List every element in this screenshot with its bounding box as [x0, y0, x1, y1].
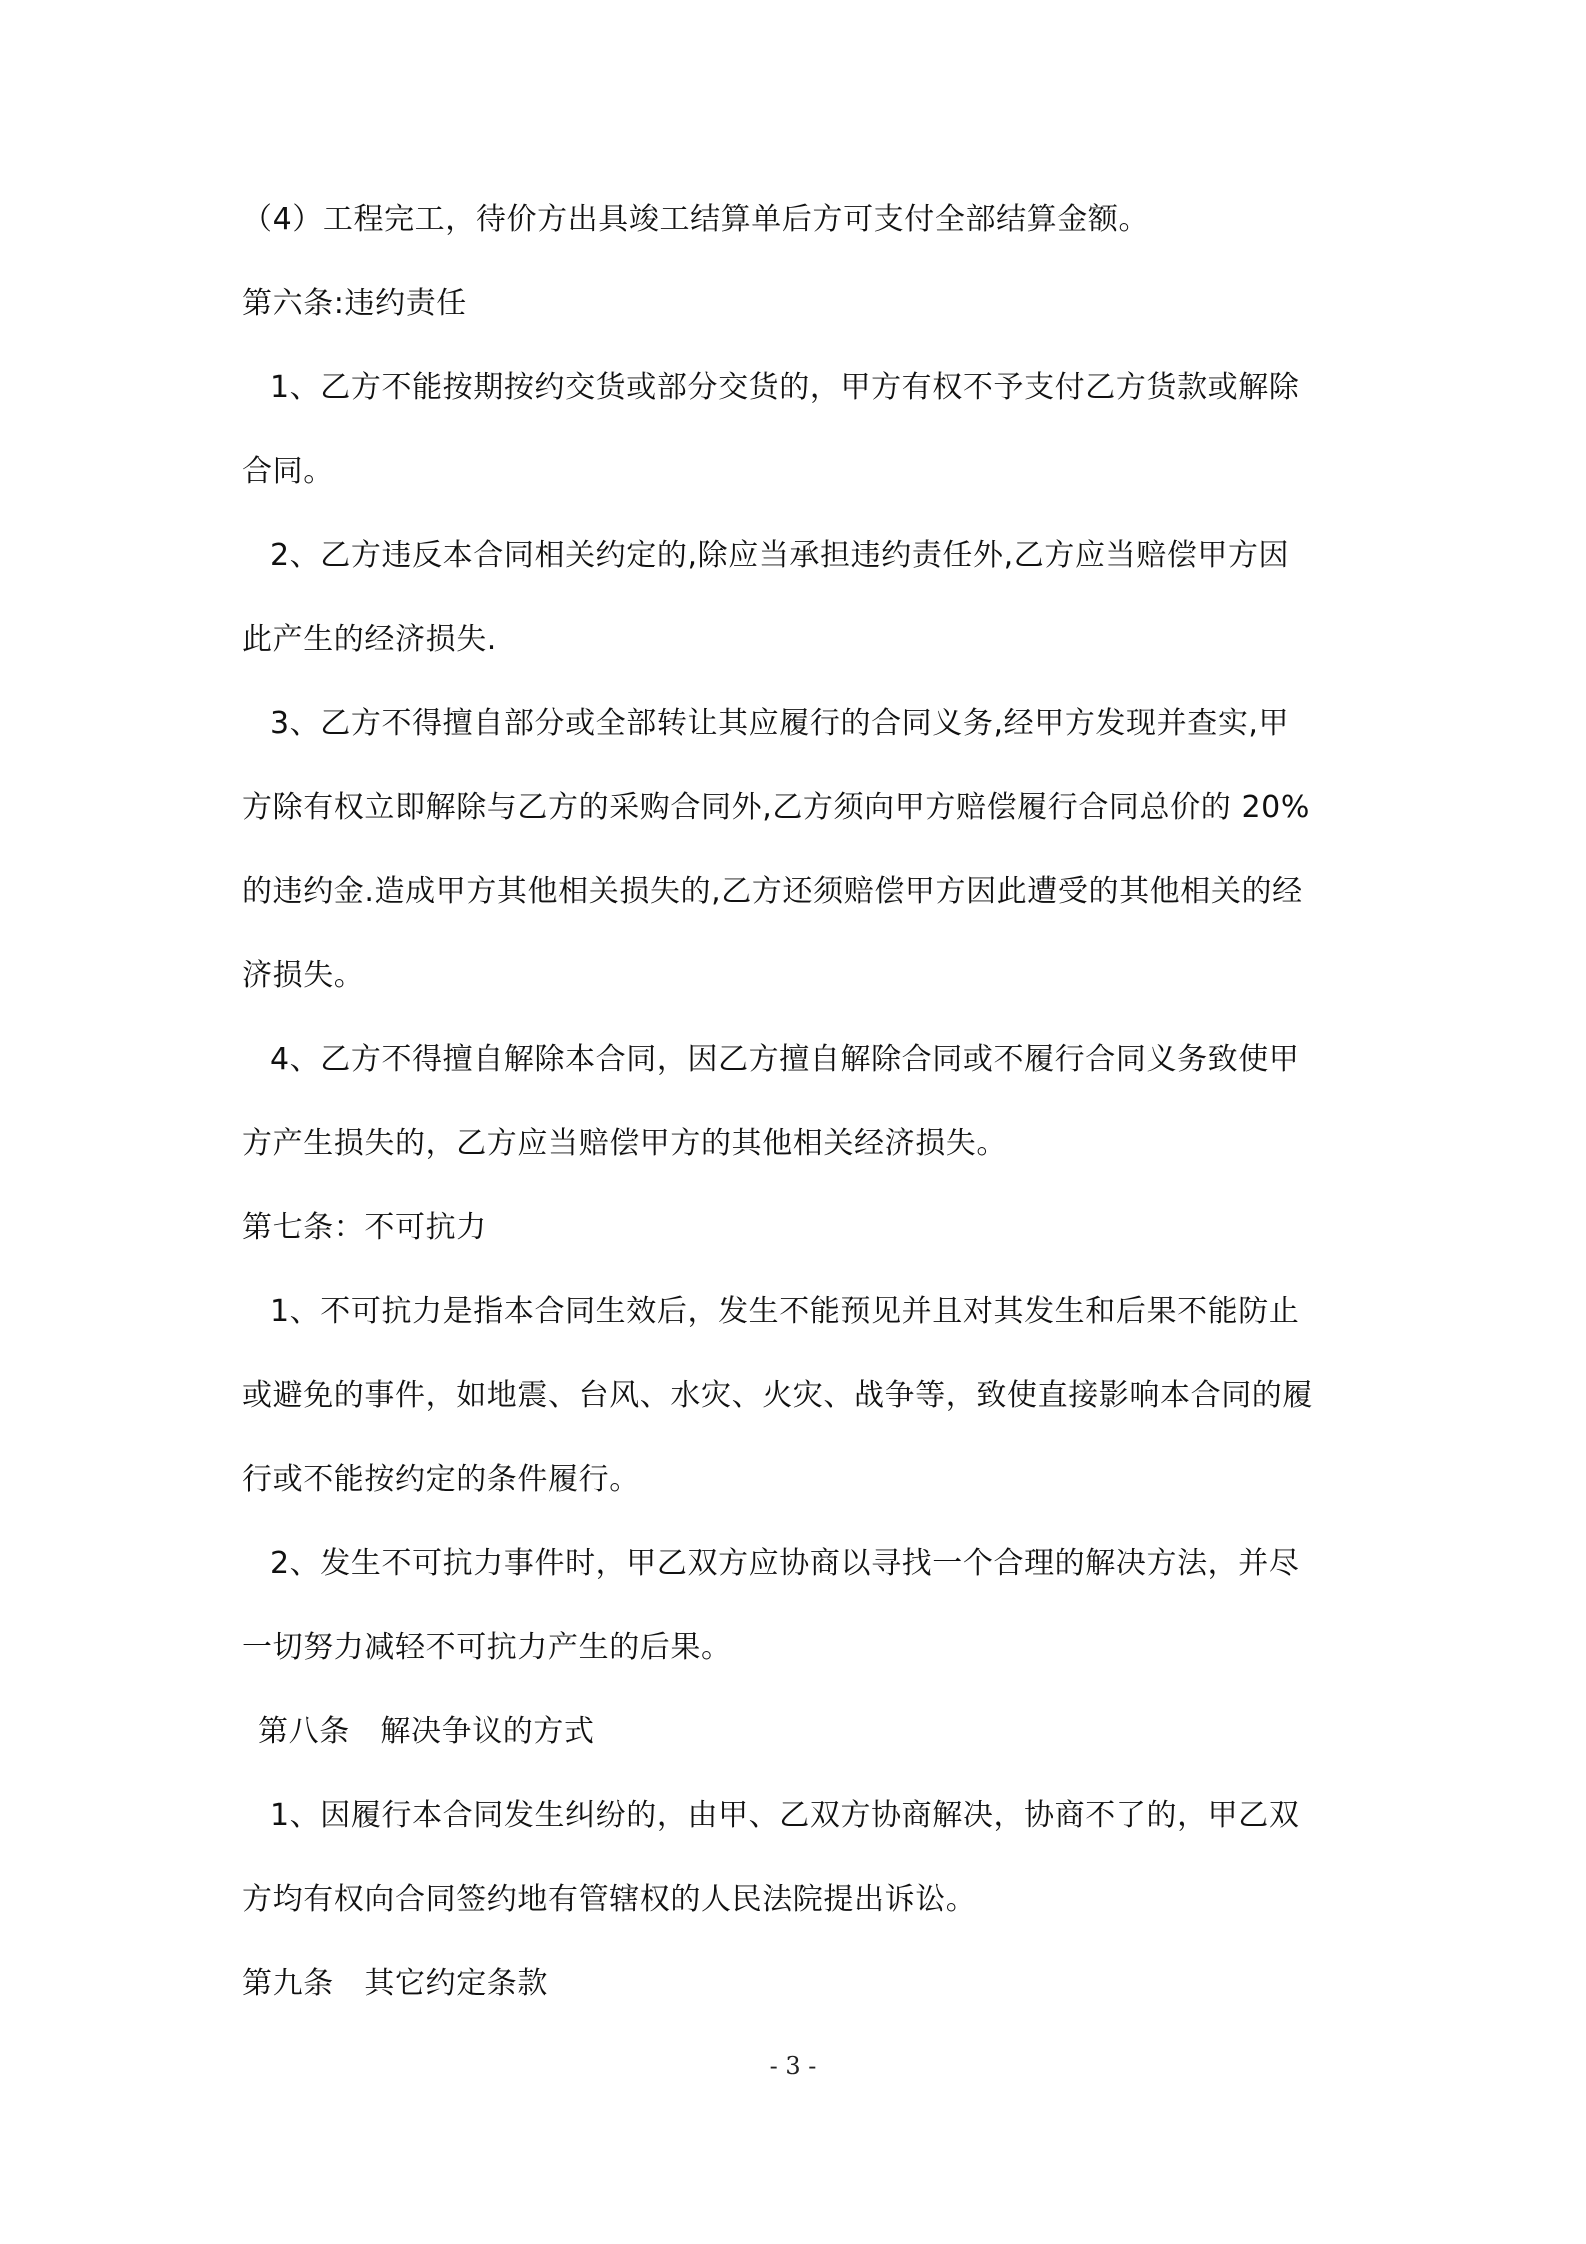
section-6-item-2-line-1: 2、乙方违反本合同相关约定的,除应当承担违约责任外,乙方应当赔偿甲方因: [270, 538, 1290, 573]
section-6-item-1-line-2: 合同。: [242, 454, 334, 489]
section-9-heading: 第九条 其它约定条款: [242, 1966, 548, 2001]
section-8-item-1-line-1: 1、因履行本合同发生纠纷的，由甲、乙双方协商解决，协商不了的，甲乙双: [270, 1798, 1300, 1833]
section-6-item-4-line-2: 方产生损失的，乙方应当赔偿甲方的其他相关经济损失。: [242, 1126, 1007, 1161]
section-6-item-3-line-4: 济损失。: [242, 958, 365, 993]
section-7-item-2-line-1: 2、发生不可抗力事件时，甲乙双方应协商以寻找一个合理的解决方法，并尽: [270, 1546, 1300, 1581]
section-7-item-2-line-2: 一切努力减轻不可抗力产生的后果。: [242, 1630, 732, 1665]
section-8-heading: 第八条 解决争议的方式: [258, 1714, 595, 1749]
section-6-item-4-line-1: 4、乙方不得擅自解除本合同，因乙方擅自解除合同或不履行合同义务致使甲: [270, 1042, 1300, 1077]
section-7-item-1-line-2: 或避免的事件，如地震、台风、水灾、火灾、战争等，致使直接影响本合同的履: [242, 1378, 1313, 1413]
section-6-heading: 第六条:违约责任: [242, 286, 467, 321]
section-8-item-1-line-2: 方均有权向合同签约地有管辖权的人民法院提出诉讼。: [242, 1882, 977, 1917]
section-6-item-2-line-2: 此产生的经济损失.: [242, 622, 497, 657]
section-6-item-3-line-1: 3、乙方不得擅自部分或全部转让其应履行的合同义务,经甲方发现并查实,甲: [270, 706, 1290, 741]
section-6-item-1-line-1: 1、乙方不能按期按约交货或部分交货的，甲方有权不予支付乙方货款或解除: [270, 370, 1300, 405]
section-7-item-1-line-3: 行或不能按约定的条件履行。: [242, 1462, 640, 1497]
clause-5-item-4: （4）工程完工，待价方出具竣工结算单后方可支付全部结算金额。: [242, 202, 1150, 237]
section-7-heading: 第七条：不可抗力: [242, 1210, 487, 1245]
section-6-item-3-line-2: 方除有权立即解除与乙方的采购合同外,乙方须向甲方赔偿履行合同总价的 20%: [242, 790, 1310, 825]
section-6-item-3-line-3: 的违约金.造成甲方其他相关损失的,乙方还须赔偿甲方因此遭受的其他相关的经: [242, 874, 1303, 909]
section-7-item-1-line-1: 1、不可抗力是指本合同生效后，发生不能预见并且对其发生和后果不能防止: [270, 1294, 1300, 1329]
page-number: - 3 -: [769, 2052, 817, 2080]
